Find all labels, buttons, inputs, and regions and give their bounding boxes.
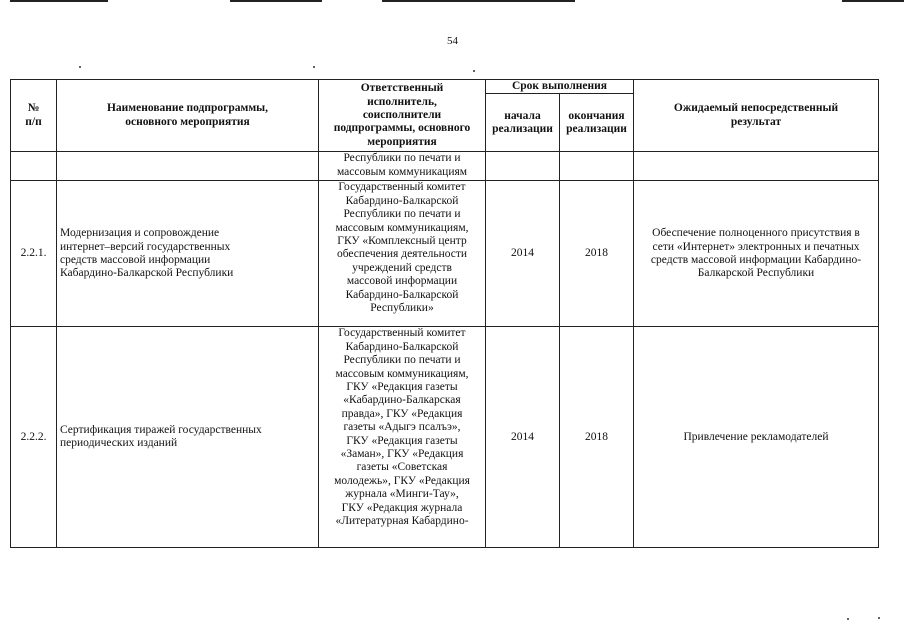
scan-speck bbox=[473, 70, 475, 72]
cell-end bbox=[560, 152, 634, 181]
cell-name: Сертификация тиражей государственных периодических изданий bbox=[57, 327, 319, 548]
table-row bbox=[11, 181, 879, 327]
cell-name: Модернизация и сопровождение интернет–версий государственных средств массовой информации Кабардино-Балкарской Республики bbox=[57, 181, 319, 327]
scan-speck bbox=[313, 66, 315, 68]
program-table bbox=[10, 79, 879, 548]
cell-start bbox=[486, 152, 560, 181]
header-end: окончания реализации bbox=[560, 94, 634, 152]
cell-end: 2018 bbox=[560, 181, 634, 327]
scan-edge-line bbox=[842, 0, 904, 2]
table-row bbox=[11, 327, 879, 548]
cell-end: 2018 bbox=[560, 327, 634, 548]
scan-speck bbox=[79, 66, 81, 68]
header-executor: Ответственный исполнитель, соисполнители подпрограммы, основного мероприятия bbox=[319, 80, 486, 152]
scan-edge-line bbox=[10, 0, 108, 2]
table-row bbox=[11, 152, 879, 181]
cell-num: 2.2.1. bbox=[11, 181, 57, 327]
cell-name bbox=[57, 152, 319, 181]
cell-executor: Республики по печати и массовым коммуникациям bbox=[319, 152, 486, 181]
cell-num: 2.2.2. bbox=[11, 327, 57, 548]
cell-start: 2014 bbox=[486, 181, 560, 327]
cell-executor: Государственный комитет Кабардино-Балкарской Республики по печати и массовым коммуникациям, ГКУ «Комплексный центр обеспечения деятельности учреждений средств массовой информации Кабардино-Балкарской Республики» bbox=[319, 181, 486, 327]
header-name: Наименование подпрограммы, основного мероприятия bbox=[57, 80, 319, 152]
cell-start: 2014 bbox=[486, 327, 560, 548]
cell-result bbox=[634, 152, 879, 181]
cell-executor: Государственный комитет Кабардино-Балкарской Республики по печати и массовым коммуникациям, ГКУ «Редакция газеты «Кабардино-Балкарская правда», ГКУ «Редакция газеты «Адыгэ псалъэ», ГКУ «Редакция газеты «Заман», ГКУ «Редакция газеты «Советская молодежь», ГКУ «Редакция журнала «Минги-Тау», ГКУ «Редакция журнала «Литературная Кабардино- bbox=[319, 327, 486, 548]
scan-edge-line bbox=[230, 0, 322, 2]
scan-speck bbox=[847, 618, 849, 620]
header-result: Ожидаемый непосредственный результат bbox=[634, 80, 879, 152]
scan-speck bbox=[878, 617, 880, 619]
cell-result: Обеспечение полноценного присутствия в сети «Интернет» электронных и печатных средств массовой информации Кабардино- Балкарской Республики bbox=[634, 181, 879, 327]
page-number: 54 bbox=[447, 35, 458, 47]
cell-result: Привлечение рекламодателей bbox=[634, 327, 879, 548]
header-start: начала реализации bbox=[486, 94, 560, 152]
header-num: № п/п bbox=[11, 80, 57, 152]
cell-num bbox=[11, 152, 57, 181]
header-term: Срок выполнения bbox=[486, 80, 634, 94]
header-row bbox=[11, 80, 879, 94]
scan-edge-line bbox=[382, 0, 575, 2]
